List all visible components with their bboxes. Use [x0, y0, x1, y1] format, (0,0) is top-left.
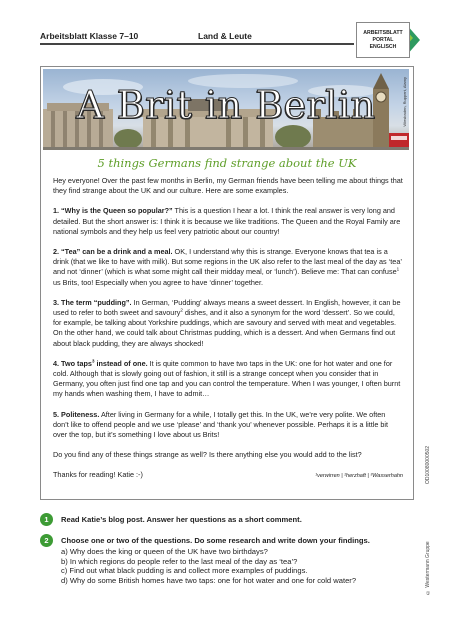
- document-code: OD10080000502: [425, 445, 431, 485]
- task-question-list: [61, 547, 356, 585]
- point-text: This is a question I hear a lot. I think the real answer is very long and detailed. But the short answer is: I think it is because we like traditions. The Queen and the Royal Family are national symbols and they help us feel very patriotic about our country!: [53, 206, 401, 236]
- logo-box: [356, 22, 410, 58]
- point-text: us Brits, too! Especially when you agree to have ‘dinner’ together.: [53, 277, 263, 287]
- logo-line-1: ARBEITSBLATT: [363, 29, 403, 36]
- article-subtitle: 5 things Germans find strange about the UK: [97, 156, 357, 170]
- task-number-badge: 2: [40, 534, 53, 547]
- task-question: c) Find out what black pudding is and collect more examples of puddings.: [61, 566, 308, 576]
- banner-headline: A Brit in Berlin: [76, 83, 376, 127]
- point-text: In German, ‘Pudding’ always means a sweet dessert. In English, however, it can be used to refer to both sweet and savoury: [53, 297, 401, 318]
- footnote-marker: 3: [91, 358, 95, 364]
- closing-question: Do you find any of these things strange as well? Is there anything else you would add to the list?: [53, 450, 362, 460]
- banner-image: [43, 69, 409, 150]
- article-body: [53, 176, 403, 482]
- point-text: It is quite common to have two taps in the UK: one for hot water and one for cold. Although that is slowly going out of fashion, it still is a strange concept when you consider that in Germany, you often just find one tap and you can control the temperature. When I was younger, I often burnt my hands when washing them, I have to admit…: [53, 358, 401, 399]
- point-text: OK, I understand why this is strange. Everyone knows that tea is a drink (that we like to have with milk). But some regions in the UK also refer to the last meal of the day as ‘tea’ and not ‘dinner’ (which is what some might call their midday meal, or ‘lunch’). Believe me: That can confuse: [53, 247, 402, 277]
- publisher-copyright: © Westermann Gruppe: [425, 541, 431, 595]
- point-heading: 3. The term “pudding”.: [53, 297, 132, 307]
- portal-logo: [356, 22, 420, 62]
- worksheet-title: Arbeitsblatt Klasse 7–10: [40, 31, 139, 41]
- footnotes: ¹verwirren | ²herzhaft | ³Wasserhahn: [315, 473, 403, 480]
- signoff: Thanks for reading! Katie :-): [53, 470, 143, 480]
- point-text: dishes, and it also a synonym for the word ‘dessert’. So we could, for example, be talking about Yorkshire puddings, which are savoury and served with meat and vegetables. On the other hand, we could talk about Christmas pudding, which is a dessert. And when Germans find out about black pudding, they are always shocked!: [53, 308, 396, 348]
- header-rule: [40, 43, 354, 45]
- point-2: [53, 247, 403, 288]
- photo-credit: Wiesbaden, Ruppert, Alamy: [402, 77, 407, 127]
- worksheet-topic: Land & Leute: [198, 31, 252, 41]
- point-5: [53, 410, 403, 441]
- logo-line-3: ENGLISCH: [369, 43, 397, 50]
- point-text: After living in Germany for a while, I totally get this. In the UK, we’re very polite. We often don’t like to offend people and we use ‘please’ and ‘thank you’ whenever possible. Perhaps it is a little bit over the top, but it’s something I love about us Brits!: [53, 409, 389, 440]
- logo-line-2: PORTAL: [372, 36, 394, 43]
- point-heading: 2. “Tea” can be a drink and a meal.: [53, 247, 173, 257]
- task-question: d) Why do some British homes have two taps: one for hot water and one for cold water?: [61, 575, 357, 585]
- point-4: [53, 359, 403, 400]
- point-3: [53, 298, 403, 349]
- point-heading: 4. Two taps$^3$ instead of one.: [53, 358, 148, 368]
- task-instruction: Read Katie’s blog post. Answer her questions as a short comment.: [61, 515, 302, 524]
- task-instruction: Choose one or two of the questions. Do some research and write down your findings.: [61, 536, 370, 545]
- article-frame: [40, 66, 414, 500]
- point-heading: 1. “Why is the Queen so popular?”: [53, 206, 173, 216]
- point-1: [53, 206, 403, 237]
- footnote-marker: 1: [396, 267, 400, 273]
- signoff-row: [53, 470, 403, 482]
- task-question: b) In which regions do people refer to the last meal of the day as ‘tea’?: [61, 556, 298, 566]
- article-intro: Hey everyone! Over the past few months in Berlin, my German friends have been telling me about things that they find strange about the UK and our culture. Here are some examples.: [53, 176, 403, 196]
- footnote-marker: 2: [180, 307, 183, 313]
- task-question: a) Why does the king or queen of the UK have two birthdays?: [61, 547, 268, 556]
- task-number-badge: 1: [40, 513, 53, 526]
- point-heading: 5. Politeness.: [53, 409, 100, 419]
